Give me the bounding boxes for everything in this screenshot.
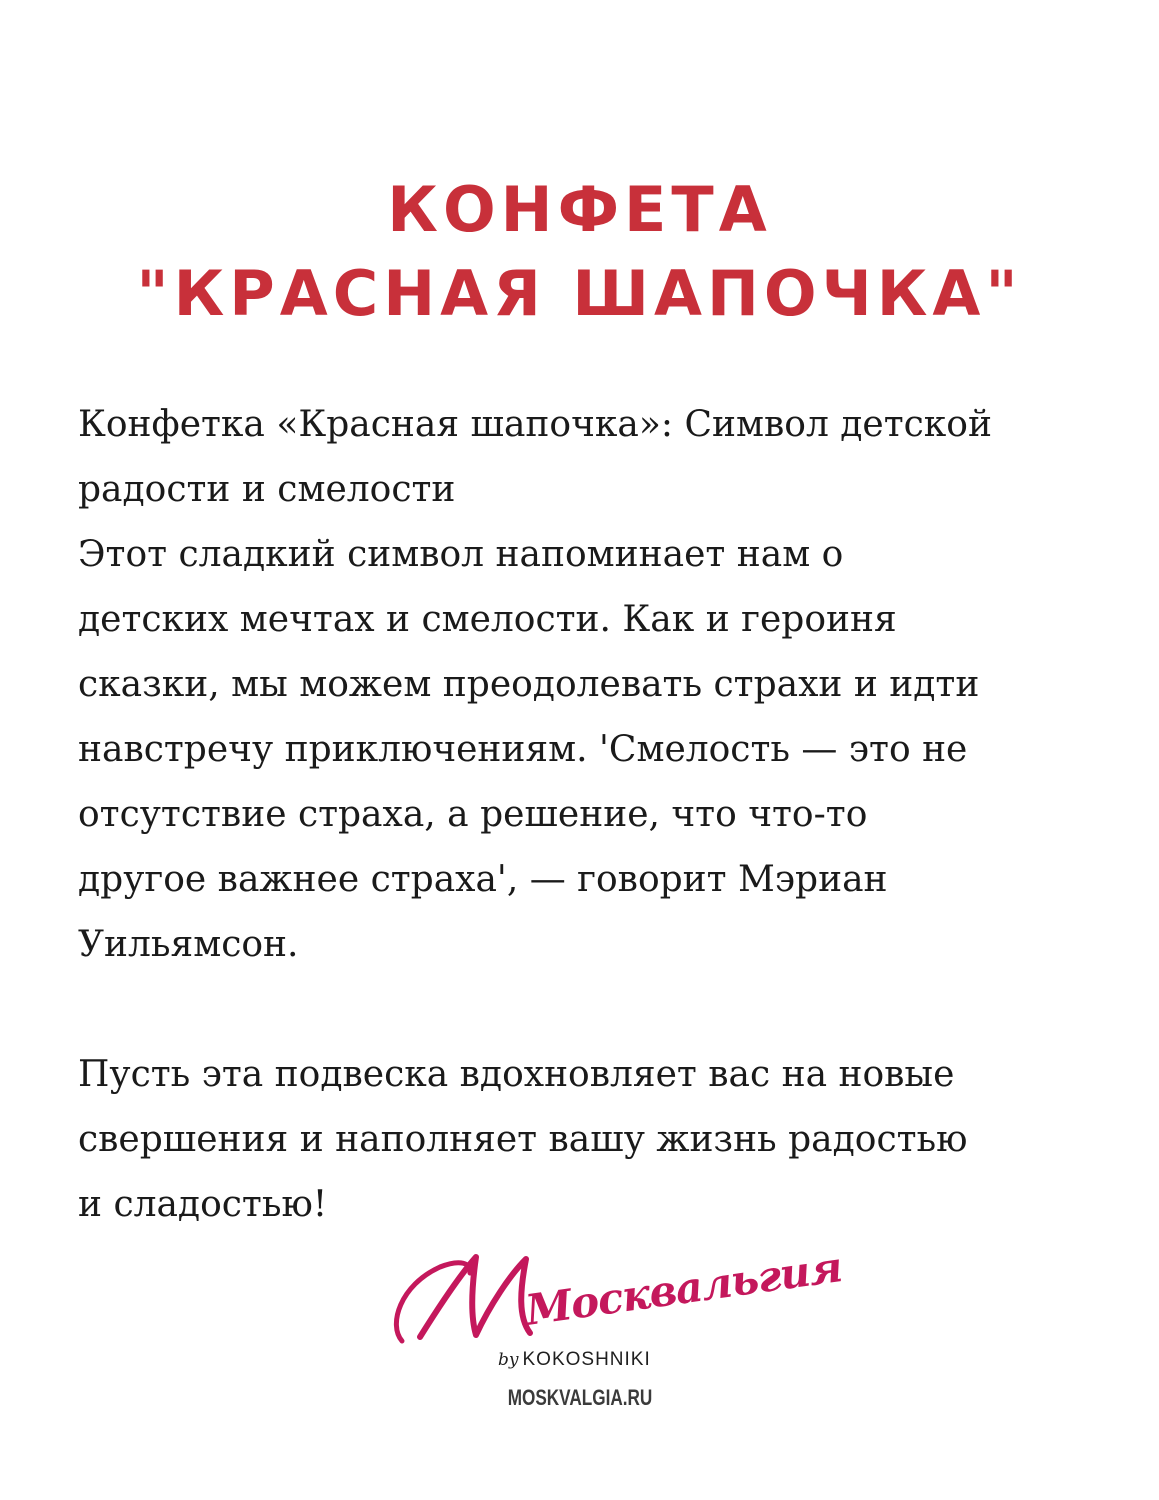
logo-by-label: by bbox=[498, 1350, 519, 1370]
text-line: Конфетка «Красная шапочка»: Символ детской bbox=[78, 404, 992, 445]
text-line: радости и смелости bbox=[78, 469, 456, 510]
logo-script-wordmark bbox=[380, 1242, 845, 1357]
paragraph-2 bbox=[78, 1042, 1098, 1237]
text-line: Этот сладкий символ напоминает нам о bbox=[78, 534, 844, 575]
text-line: свершения и наполняет вашу жизнь радостью bbox=[78, 1119, 968, 1160]
logo-script-text: Москвальгия bbox=[522, 1242, 845, 1335]
website-link[interactable]: MOSKVALGIA.RU bbox=[507, 1385, 653, 1410]
page-title bbox=[0, 168, 1159, 336]
logo-brand-name: KOKOSHNIKI bbox=[522, 1349, 651, 1370]
text-line: и сладостью! bbox=[78, 1184, 328, 1225]
text-line: детских мечтах и смелости. Как и героиня bbox=[78, 599, 897, 640]
text-line: отсутствие страха, а решение, что что-то bbox=[78, 794, 868, 835]
text-line: Уильямсон. bbox=[78, 924, 299, 965]
body-text bbox=[78, 392, 1098, 1237]
paragraph-gap bbox=[78, 977, 1098, 1042]
text-line: Пусть эта подвеска вдохновляет вас на новые bbox=[78, 1054, 955, 1095]
brand-logo bbox=[380, 1242, 845, 1425]
text-line: навстречу приключениям. 'Смелость — это не bbox=[78, 729, 968, 770]
text-line: сказки, мы можем преодолевать страхи и идти bbox=[78, 664, 980, 705]
title-line-2: "КРАСНАЯ ШАПОЧКА" bbox=[136, 257, 1023, 330]
logo-by-line bbox=[498, 1349, 698, 1371]
paragraph-1 bbox=[78, 392, 1098, 977]
title-line-1: КОНФЕТА bbox=[387, 173, 772, 246]
text-line: другое важнее страха', — говорит Мэриан bbox=[78, 859, 888, 900]
